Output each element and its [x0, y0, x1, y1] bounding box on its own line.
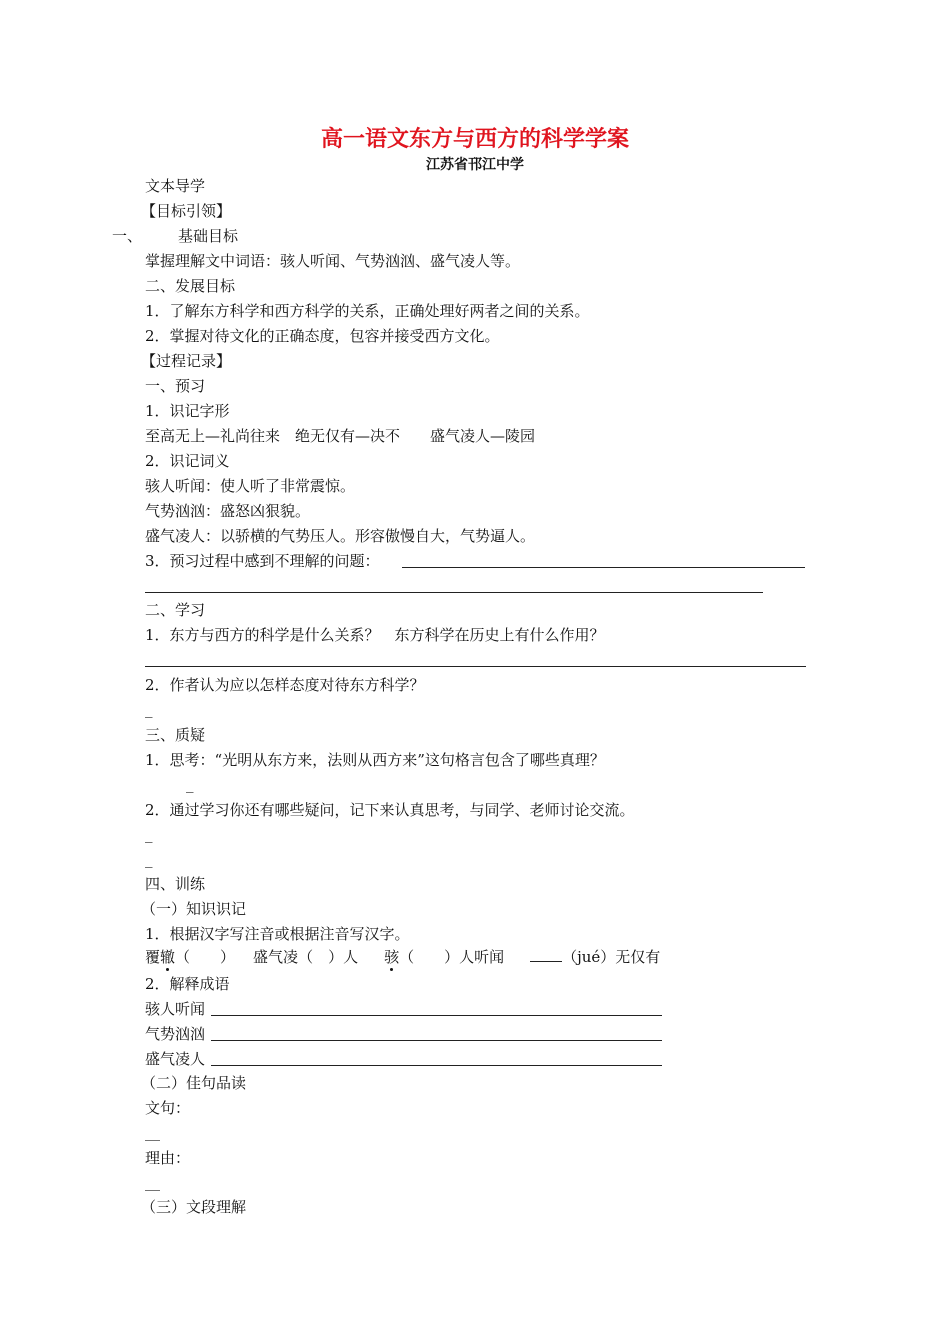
- idiom-1: 骇人听闻: [145, 1000, 206, 1018]
- sentence-label: 文句：: [145, 1099, 191, 1117]
- definition-3: 盛气凌人：以骄横的气势压人。形容傲慢自大，气势逼人。: [145, 527, 536, 545]
- learn-title: 二、学习: [145, 601, 206, 619]
- answer-blank[interactable]: _: [145, 700, 153, 718]
- word-shengqiling-prefix: 盛气凌: [253, 948, 299, 966]
- goal2-title: 二、发展目标: [145, 277, 236, 295]
- section-guide: 文本导学: [145, 177, 206, 195]
- idiom-answer-line[interactable]: [211, 1040, 662, 1041]
- goal1-title: 基础目标: [178, 227, 239, 245]
- answer-blank[interactable]: _: [145, 850, 153, 868]
- training-part1-title: （一）知识识记: [141, 900, 247, 918]
- learn-item1: 1．东方与西方的科学是什么关系？ 东方科学在历史上有什么作用？: [145, 626, 605, 644]
- preview-item2: 2．识记词义: [145, 452, 230, 470]
- jue-wu-jin-you: （jué）无仅有: [562, 948, 661, 966]
- document-title: 高一语文东方与西方的科学学案: [320, 126, 629, 152]
- char-fu: 覆: [145, 948, 161, 966]
- preview-title: 一、预习: [145, 377, 206, 395]
- char-hai-dotted: 骇: [384, 948, 400, 966]
- pinyin-blank-3[interactable]: （ ）人听闻: [399, 948, 505, 966]
- learn-item2: 2．作者认为应以怎样态度对待东方科学？: [145, 676, 425, 694]
- training-part3-title: （三）文段理解: [141, 1198, 247, 1216]
- idiom-answer-line[interactable]: [211, 1015, 662, 1016]
- definition-2: 气势汹汹：盛怒凶狠貌。: [145, 502, 311, 520]
- answer-line[interactable]: [402, 567, 805, 568]
- school-name: 江苏省邗江中学: [426, 157, 524, 173]
- answer-blank[interactable]: __: [145, 1123, 160, 1141]
- idiom-answer-line[interactable]: [211, 1065, 662, 1066]
- question-title: 三、质疑: [145, 726, 206, 744]
- idiom-3: 盛气凌人: [145, 1050, 206, 1068]
- definition-1: 骇人听闻：使人听了非常震惊。: [145, 477, 356, 495]
- pinyin-exercise-row: [145, 947, 660, 967]
- answer-blank[interactable]: _: [186, 775, 194, 793]
- training-part2-title: （二）佳句品读: [141, 1074, 247, 1092]
- answer-blank[interactable]: __: [145, 1173, 160, 1191]
- answer-blank[interactable]: _: [145, 825, 153, 843]
- training-title: 四、训练: [145, 875, 206, 893]
- goals-header: 【目标引领】: [141, 202, 232, 220]
- goal2-item1: 1．了解东方科学和西方科学的关系，正确处理好两者之间的关系。: [145, 302, 590, 320]
- question-item2: 2．通过学习你还有哪些疑问，记下来认真思考，与同学、老师讨论交流。: [145, 801, 635, 819]
- pinyin-blank-2[interactable]: （ ）人: [298, 948, 359, 966]
- answer-line[interactable]: [145, 592, 763, 593]
- preview-item1-text: 至高无上—礼尚往来 绝无仅有—决不 盛气凌人—陵园: [145, 427, 536, 445]
- preview-item3: 3．预习过程中感到不理解的问题：: [145, 552, 380, 570]
- preview-item1: 1．识记字形: [145, 402, 230, 420]
- training-part1-q1: 1．根据汉字写注音或根据注音写汉字。: [145, 925, 410, 943]
- question-item1: 1．思考：“光明从东方来，法则从西方来”这句格言包含了哪些真理？: [145, 751, 605, 769]
- pinyin-blank-1[interactable]: （ ）: [175, 948, 236, 966]
- process-header: 【过程记录】: [141, 352, 232, 370]
- goal1-number: 一、: [112, 227, 143, 245]
- training-part1-q2: 2．解释成语: [145, 975, 230, 993]
- char-fill-blank[interactable]: [530, 961, 562, 962]
- answer-line[interactable]: [145, 666, 806, 667]
- reason-label: 理由：: [145, 1149, 191, 1167]
- idiom-2: 气势汹汹: [145, 1025, 206, 1043]
- char-zhe-dotted: 辙: [160, 948, 176, 966]
- goal2-item2: 2．掌握对待文化的正确态度，包容并接受西方文化。: [145, 327, 500, 345]
- goal1-text: 掌握理解文中词语：骇人听闻、气势汹汹、盛气凌人等。: [145, 252, 521, 270]
